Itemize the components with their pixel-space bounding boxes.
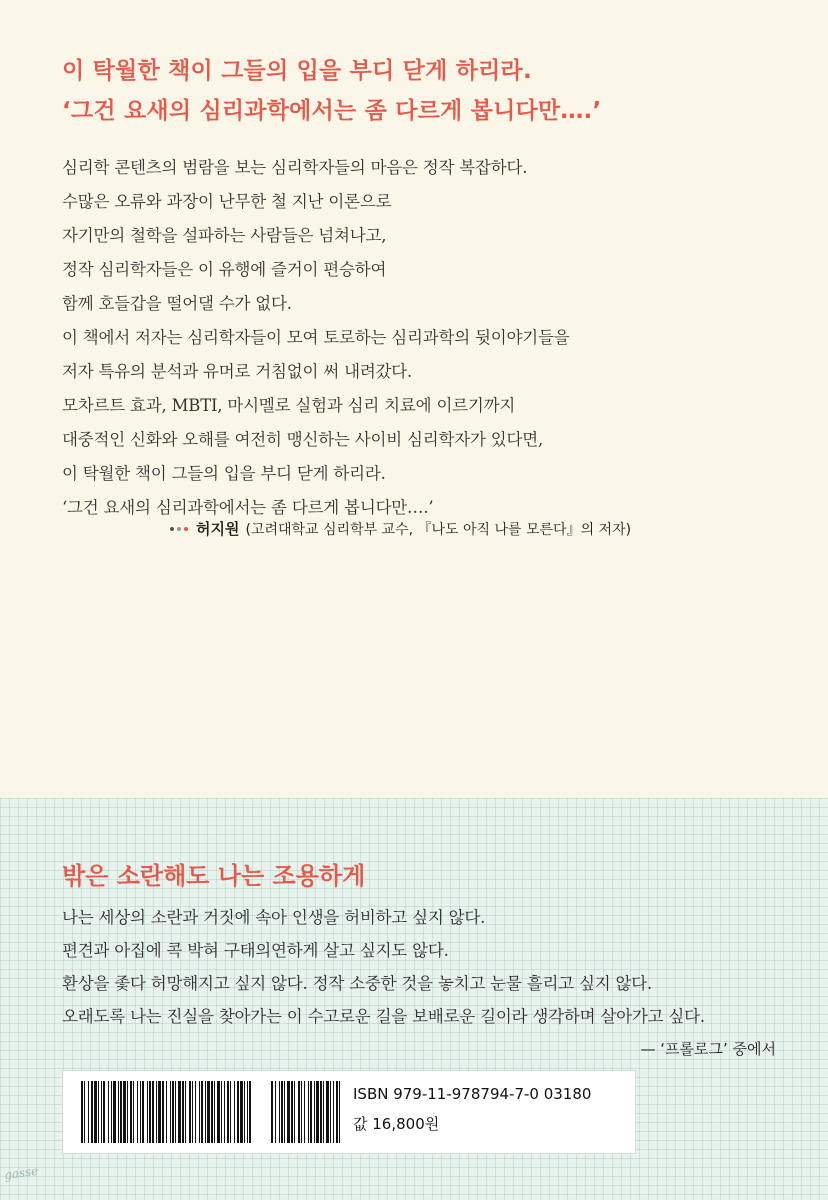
endorsement-line: 심리학 콘텐츠의 범람을 보는 심리학자들의 마음은 정작 복잡하다. [62,158,528,177]
publisher-logo: gasse [3,1163,40,1183]
endorsement-line: 이 탁월한 책이 그들의 입을 부디 닫게 하리라. [62,464,386,483]
price: 값 16,800원 [353,1115,440,1133]
headline-line-2: ‘그건 요새의 심리과학에서는 좀 다르게 봅니다만….’ [62,98,602,124]
headline-line-1: 이 탁월한 책이 그들의 입을 부디 닫게 하리라. [62,58,532,84]
endorsement-line: 자기만의 철학을 설파하는 사람들은 넘쳐나고, [62,226,387,245]
endorser-name: 허지원 [196,520,240,538]
section-title: 밖은 소란해도 나는 조용하게 [62,862,366,890]
endorsement-line: 함께 호들갑을 떨어댈 수가 없다. [62,294,292,313]
isbn-barcode-box [62,1070,636,1154]
dots-icon [170,527,188,531]
quote-source: — ‘프롤로그’ 중에서 [640,1040,776,1058]
prologue-quote-line: 나는 세상의 소란과 거짓에 속아 인생을 허비하고 싶지 않다. [62,908,486,927]
endorser-affiliation: (고려대학교 심리학부 교수, 『나도 아직 나를 모른다』의 저자) [245,521,632,538]
isbn-number: ISBN 979-11-978794-7-0 03180 [353,1085,592,1103]
endorsement-line: 수많은 오류와 과장이 난무한 철 지난 이론으로 [62,192,392,211]
endorsement-line: 이 책에서 저자는 심리학자들이 모여 토로하는 심리과학의 뒷이야기들을 [62,328,570,347]
endorsement-signature [170,518,631,539]
endorsement-line: 정작 심리학자들은 이 유행에 즐거이 편승하여 [62,260,387,279]
barcode-icon [81,1081,343,1143]
prologue-quote-line: 환상을 좇다 허망해지고 싶지 않다. 정작 소중한 것을 놓치고 눈물 흘리고 싶지 않다. [62,974,653,993]
endorsement-line: 모차르트 효과, MBTI, 마시멜로 실험과 심리 치료에 이르기까지 [62,396,516,415]
prologue-quote-line: 편견과 아집에 콕 박혀 구태의연하게 살고 싶지도 않다. [62,941,449,960]
endorsement-line: 대중적인 신화와 오해를 여전히 맹신하는 사이비 심리학자가 있다면, [62,430,544,449]
endorsement-line: 저자 특유의 분석과 유머로 거침없이 써 내려갔다. [62,362,413,381]
endorsement-line: ‘그건 요새의 심리과학에서는 좀 다르게 봅니다만….’ [62,498,434,517]
prologue-quote-line: 오래도록 나는 진실을 찾아가는 이 수고로운 길을 보배로운 길이라 생각하며 살아가고 싶다. [62,1007,705,1026]
